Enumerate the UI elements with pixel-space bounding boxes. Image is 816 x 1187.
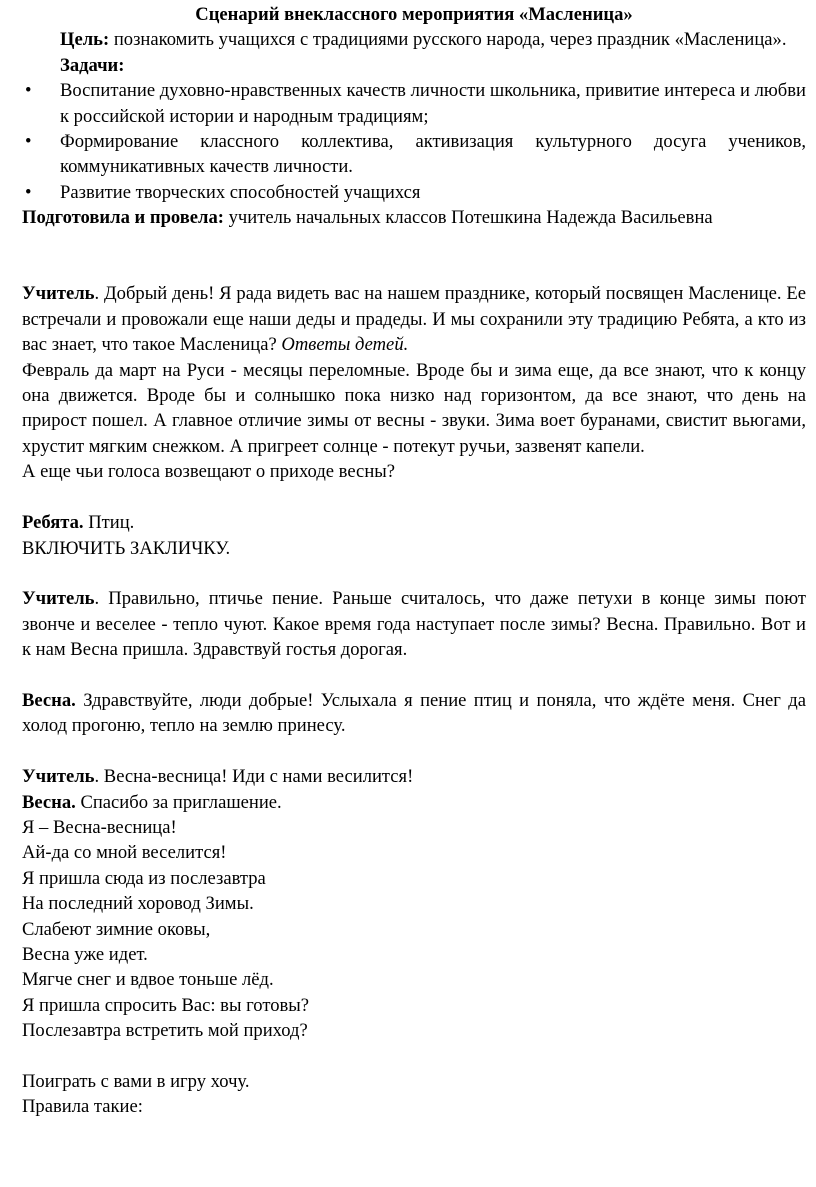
bullet-icon: • <box>25 181 32 203</box>
speech-text: Здравствуйте, люди добрые! Услыхала я пение птиц и поняла, что ждёте меня. Снег да холод прогоню, тепло на землю принесу. <box>22 689 806 737</box>
poem-line: Слабеют зимние оковы, <box>22 918 211 940</box>
children-line <box>22 510 806 535</box>
spacer <box>22 485 806 510</box>
poem-line: Я пришла спросить Вас: вы готовы? <box>22 994 310 1016</box>
speaker-label: Учитель <box>22 588 95 610</box>
speaker-label: Ребята. <box>22 512 84 534</box>
paragraph: Поиграть с вами в игру хочу. <box>22 1070 250 1092</box>
task-text: Воспитание духовно-нравственных качеств личности школьника, привитие интереса и любви к российской истории и народным традициям; <box>60 80 806 127</box>
spacer <box>22 561 806 586</box>
poem-line: Послезавтра встретить мой приход? <box>22 1020 308 1042</box>
speech-text: . Добрый день! Я рада видеть вас на нашем празднике, который посвящен Масленице. Ее встречали и провожали еще наши деды и прадеды. И мы сохранили эту традицию Ребята, а кто из вас знает, что такое Масленица? <box>22 283 806 356</box>
paragraph: Февраль да март на Руси - месяцы переломные. Вроде бы и зима еще, да все знают, что к концу она движется. Вроде бы и солнышко пока низко над горизонтом, да все знают, что день на прирост пошел. А главное отличие зимы от весны - звуки. Зима воет буранами, свистит вьюгами, хрустит мягким снежком. А пригреет солнце - потекут ручьи, зазвенят капели. <box>22 359 806 457</box>
prepared-label: Подготовила и провела: <box>22 207 224 229</box>
paragraph: Правила такие: <box>22 1096 143 1118</box>
goal-text: познакомить учащихся с традициями русского народа, через праздник «Масленица». <box>109 29 787 51</box>
poem-line: Мягче снег и вдвое тоньше лёд. <box>22 969 274 991</box>
teacher-line <box>22 586 806 662</box>
speech-text: Спасибо за приглашение. <box>75 791 282 813</box>
speaker-label: Весна. <box>22 791 76 813</box>
poem-line: Весна уже идет. <box>22 943 148 965</box>
speech-text: Птиц. <box>83 512 135 534</box>
stage-note: Ответы детей. <box>281 334 409 356</box>
list-item <box>22 180 806 205</box>
poem-line: Ай-да со мной веселится! <box>22 842 227 864</box>
task-text: Развитие творческих способностей учащихся <box>60 181 421 203</box>
spring-line <box>22 688 806 739</box>
list-item <box>22 78 806 129</box>
poem-line: Я пришла сюда из послезавтра <box>22 867 266 889</box>
spacer <box>22 231 806 282</box>
bullet-icon: • <box>25 131 32 153</box>
spring-line <box>22 790 806 815</box>
list-item <box>22 129 806 180</box>
tasks-list <box>22 78 806 205</box>
tasks-heading: Задачи: <box>60 54 125 76</box>
teacher-intro <box>22 281 806 357</box>
prepared-text: учитель начальных классов Потешкина Надежда Васильевна <box>223 207 713 229</box>
spacer <box>22 1044 806 1069</box>
prepared-paragraph <box>22 205 806 230</box>
spacer <box>22 739 806 764</box>
document-title: Сценарий внеклассного мероприятия «Масленица» <box>195 4 633 25</box>
speaker-label: Учитель <box>22 283 95 305</box>
stage-direction: ВКЛЮЧИТЬ ЗАКЛИЧКУ. <box>22 537 231 559</box>
teacher-line <box>22 764 806 789</box>
spacer <box>22 663 806 688</box>
poem-line: Я – Весна-весница! <box>22 816 177 838</box>
paragraph: А еще чьи голоса возвещают о приходе весны? <box>22 461 396 483</box>
poem-line: На последний хоровод Зимы. <box>22 893 254 915</box>
speaker-label: Весна. <box>22 689 76 711</box>
speech-text: . Правильно, птичье пение. Раньше считалось, что даже петухи в конце зимы поют звонче и веселее - тепло чуют. Какое время года наступает после зимы? Весна. Правильно. Вот и к нам Весна пришла. Здравствуй гостья дорогая. <box>22 588 806 661</box>
goal-label: Цель: <box>60 29 110 51</box>
task-text: Формирование классного коллектива, активизация культурного досуга учеников, коммуникативных качеств личности. <box>60 131 806 178</box>
speaker-label: Учитель <box>22 766 95 788</box>
bullet-icon: • <box>25 80 32 102</box>
speech-text: . Весна-весница! Иди с нами весилится! <box>94 766 414 788</box>
goal-paragraph <box>22 27 806 52</box>
